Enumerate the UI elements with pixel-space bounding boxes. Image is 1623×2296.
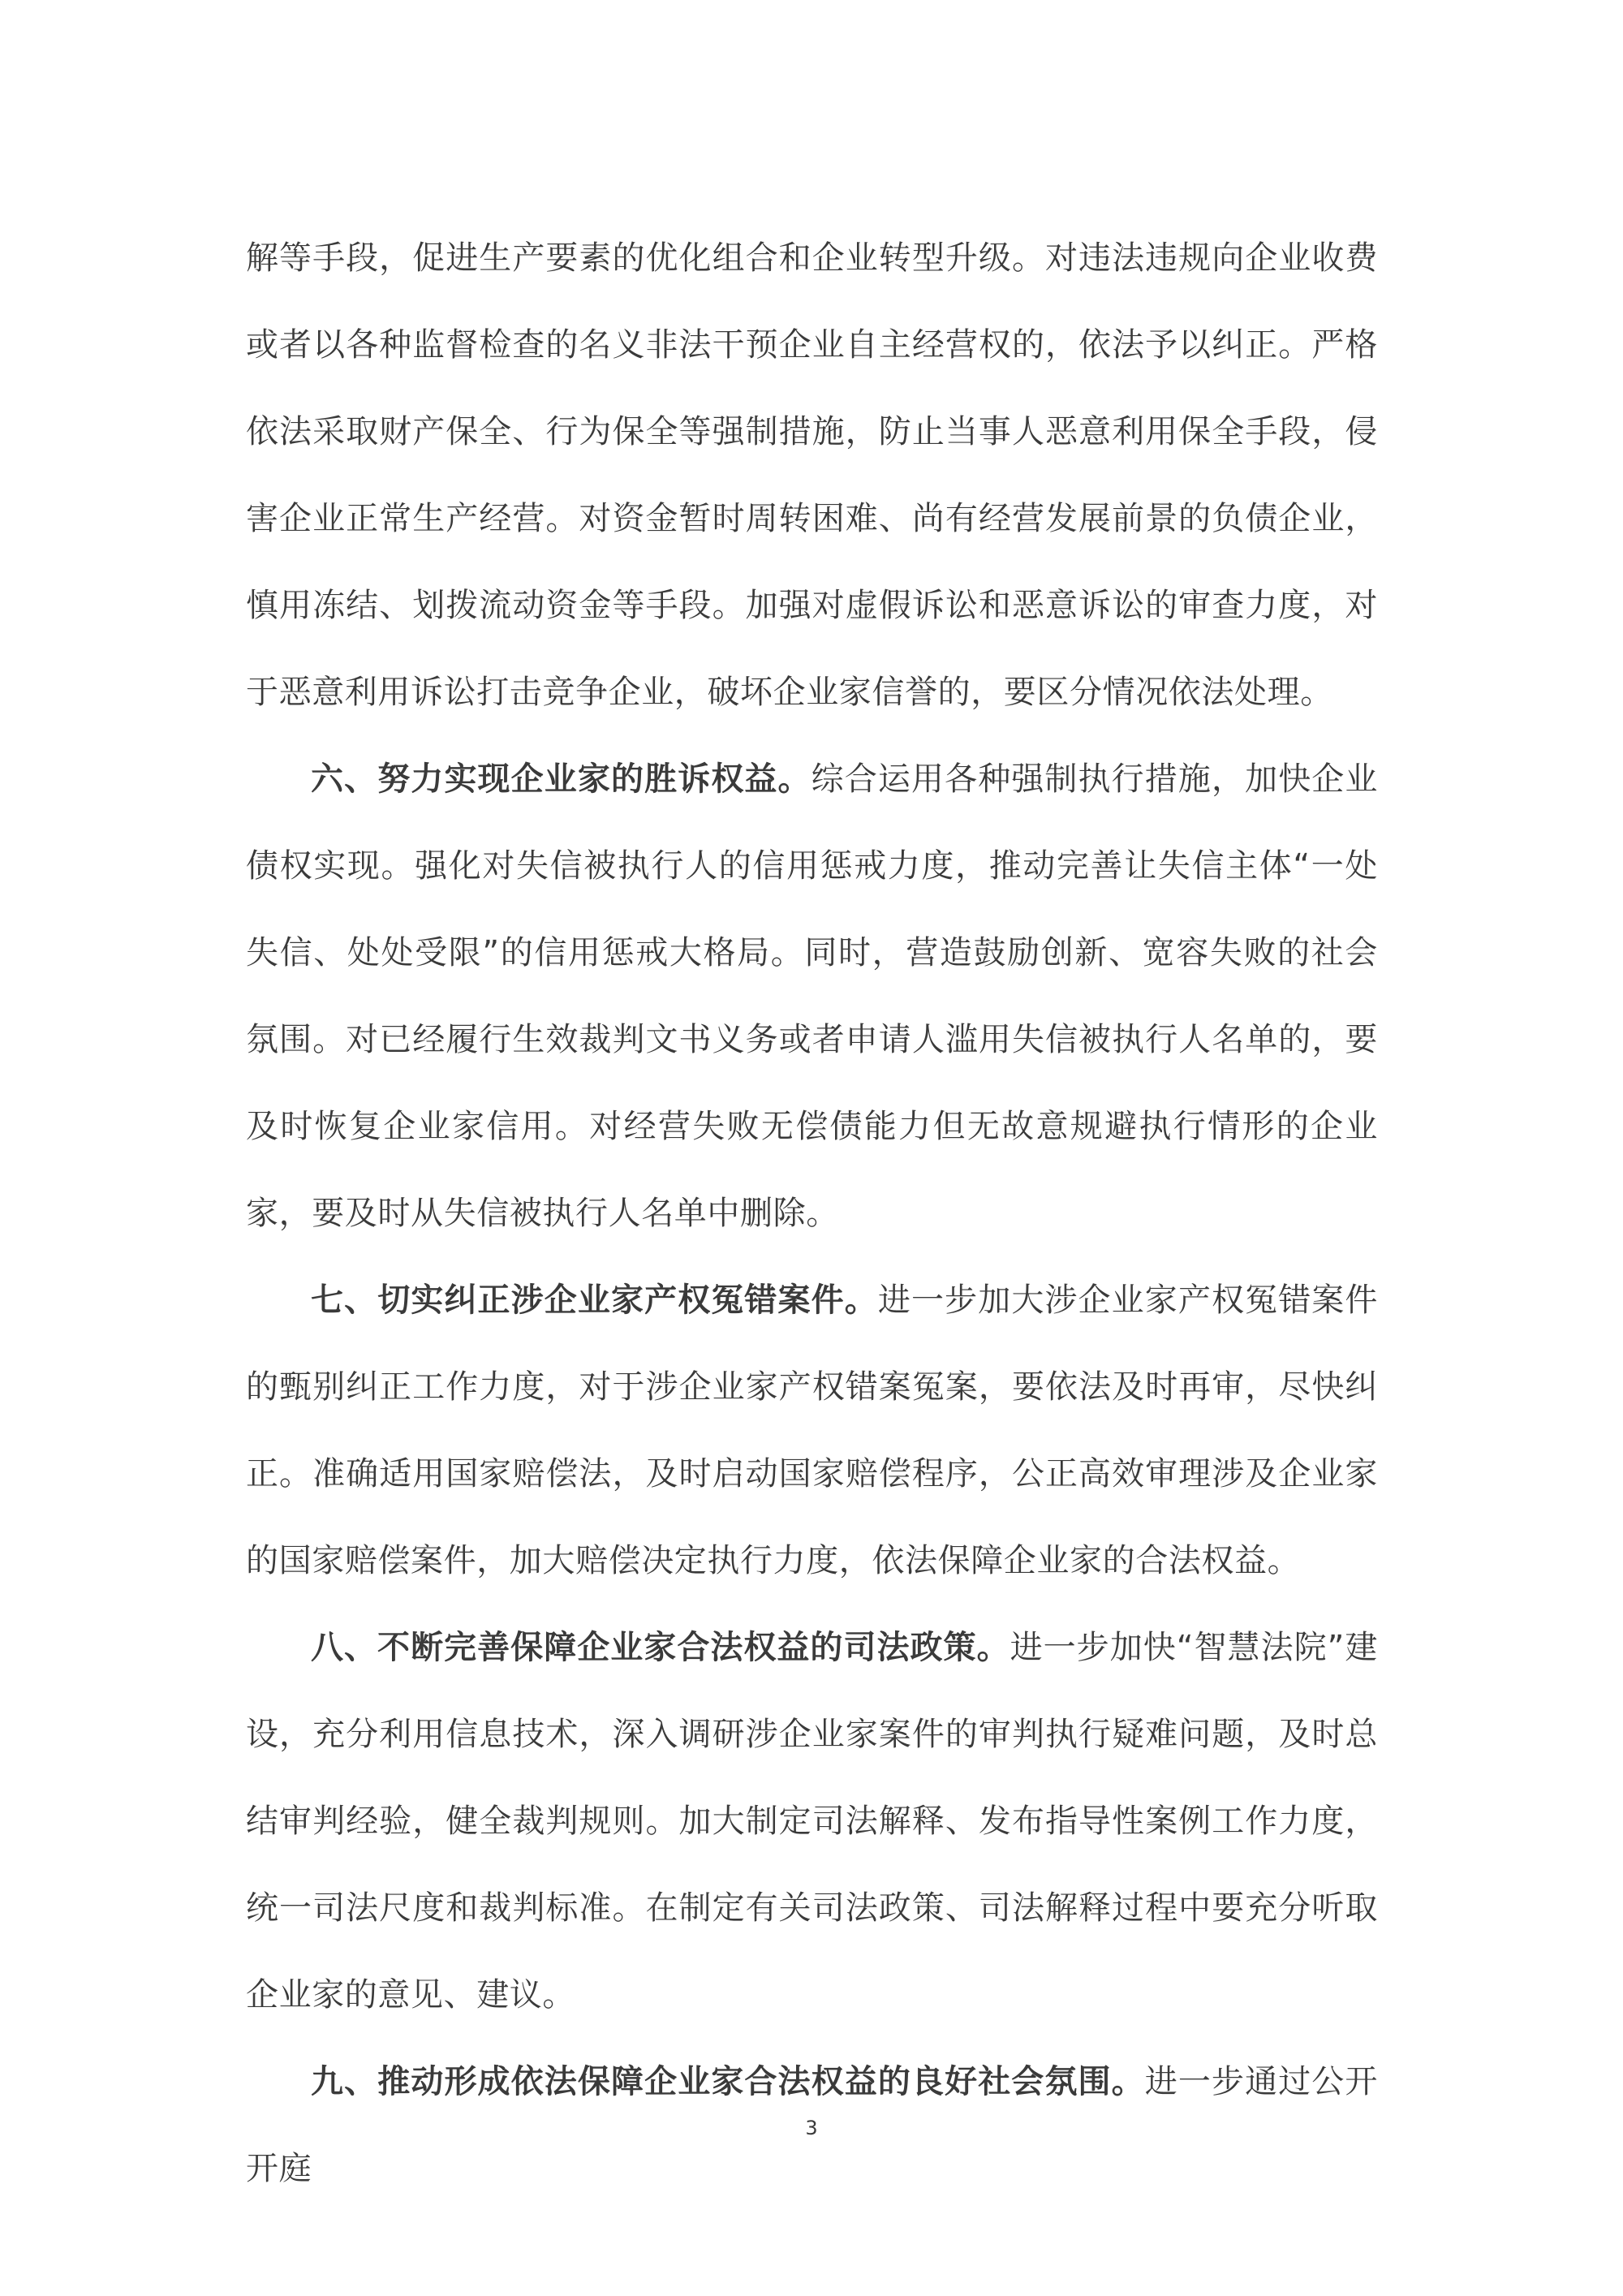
paragraph-text: 进一步加大涉企业家产权冤错案件的甄别纠正工作力度，对于涉企业家产权错案冤案，要依法及时再审，尽快纠正。准确适用国家赔偿法，及时启动国家赔偿程序，公正高效审理涉及企业家的国家赔偿案件，加大赔偿决定执行力度，依法保障企业家的合法权益。 <box>246 1282 1379 1579</box>
paragraph-section-7 <box>246 1257 1378 1605</box>
paragraph-continuation <box>246 215 1378 736</box>
document-body <box>246 215 1378 2212</box>
section-heading: 七、切实纠正涉企业家产权冤错案件。 <box>311 1282 878 1319</box>
paragraph-text: 进一步通过公开开庭 <box>246 2063 1379 2187</box>
paragraph-section-8 <box>246 1605 1378 2039</box>
section-heading: 九、推动形成依法保障企业家合法权益的良好社会氛围。 <box>311 2063 1145 2100</box>
page-number: 3 <box>805 2117 818 2139</box>
paragraph-text: 进一步加快“智慧法院”建设，充分利用信息技术，深入调研涉企业家案件的审判执行疑难问题，及时总结审判经验，健全裁判规则。加大制定司法解释、发布指导性案例工作力度，统一司法尺度和裁判标准。在制定有关司法政策、司法解释过程中要充分听取企业家的意见、建议。 <box>246 1629 1378 2014</box>
section-heading: 六、努力实现企业家的胜诉权益。 <box>311 760 812 798</box>
section-heading: 八、不断完善保障企业家合法权益的司法政策。 <box>311 1629 1010 1666</box>
paragraph-text: 解等手段，促进生产要素的优化组合和企业转型升级。对违法违规向企业收费或者以各种监督检查的名义非法干预企业自主经营权的，依法予以纠正。严格依法采取财产保全、行为保全等强制措施，防止当事人恶意利用保全手段，侵害企业正常生产经营。对资金暂时周转困难、尚有经营发展前景的负债企业，慎用冻结、划拨流动资金等手段。加强对虚假诉讼和恶意诉讼的审查力度，对于恶意利用诉讼打击竞争企业，破坏企业家信誉的，要区分情况依法处理。 <box>246 239 1378 711</box>
paragraph-text: 综合运用各种强制执行措施，加快企业债权实现。强化对失信被执行人的信用惩戒力度，推动完善让失信主体“一处失信、处处受限”的信用惩戒大格局。同时，营造鼓励创新、宽容失败的社会氛围。对已经履行生效裁判文书义务或者申请人滥用失信被执行人名单的，要及时恢复企业家信用。对经营失败无偿债能力但无故意规避执行情形的企业家，要及时从失信被执行人名单中删除。 <box>246 760 1379 1232</box>
paragraph-section-6 <box>246 736 1378 1257</box>
